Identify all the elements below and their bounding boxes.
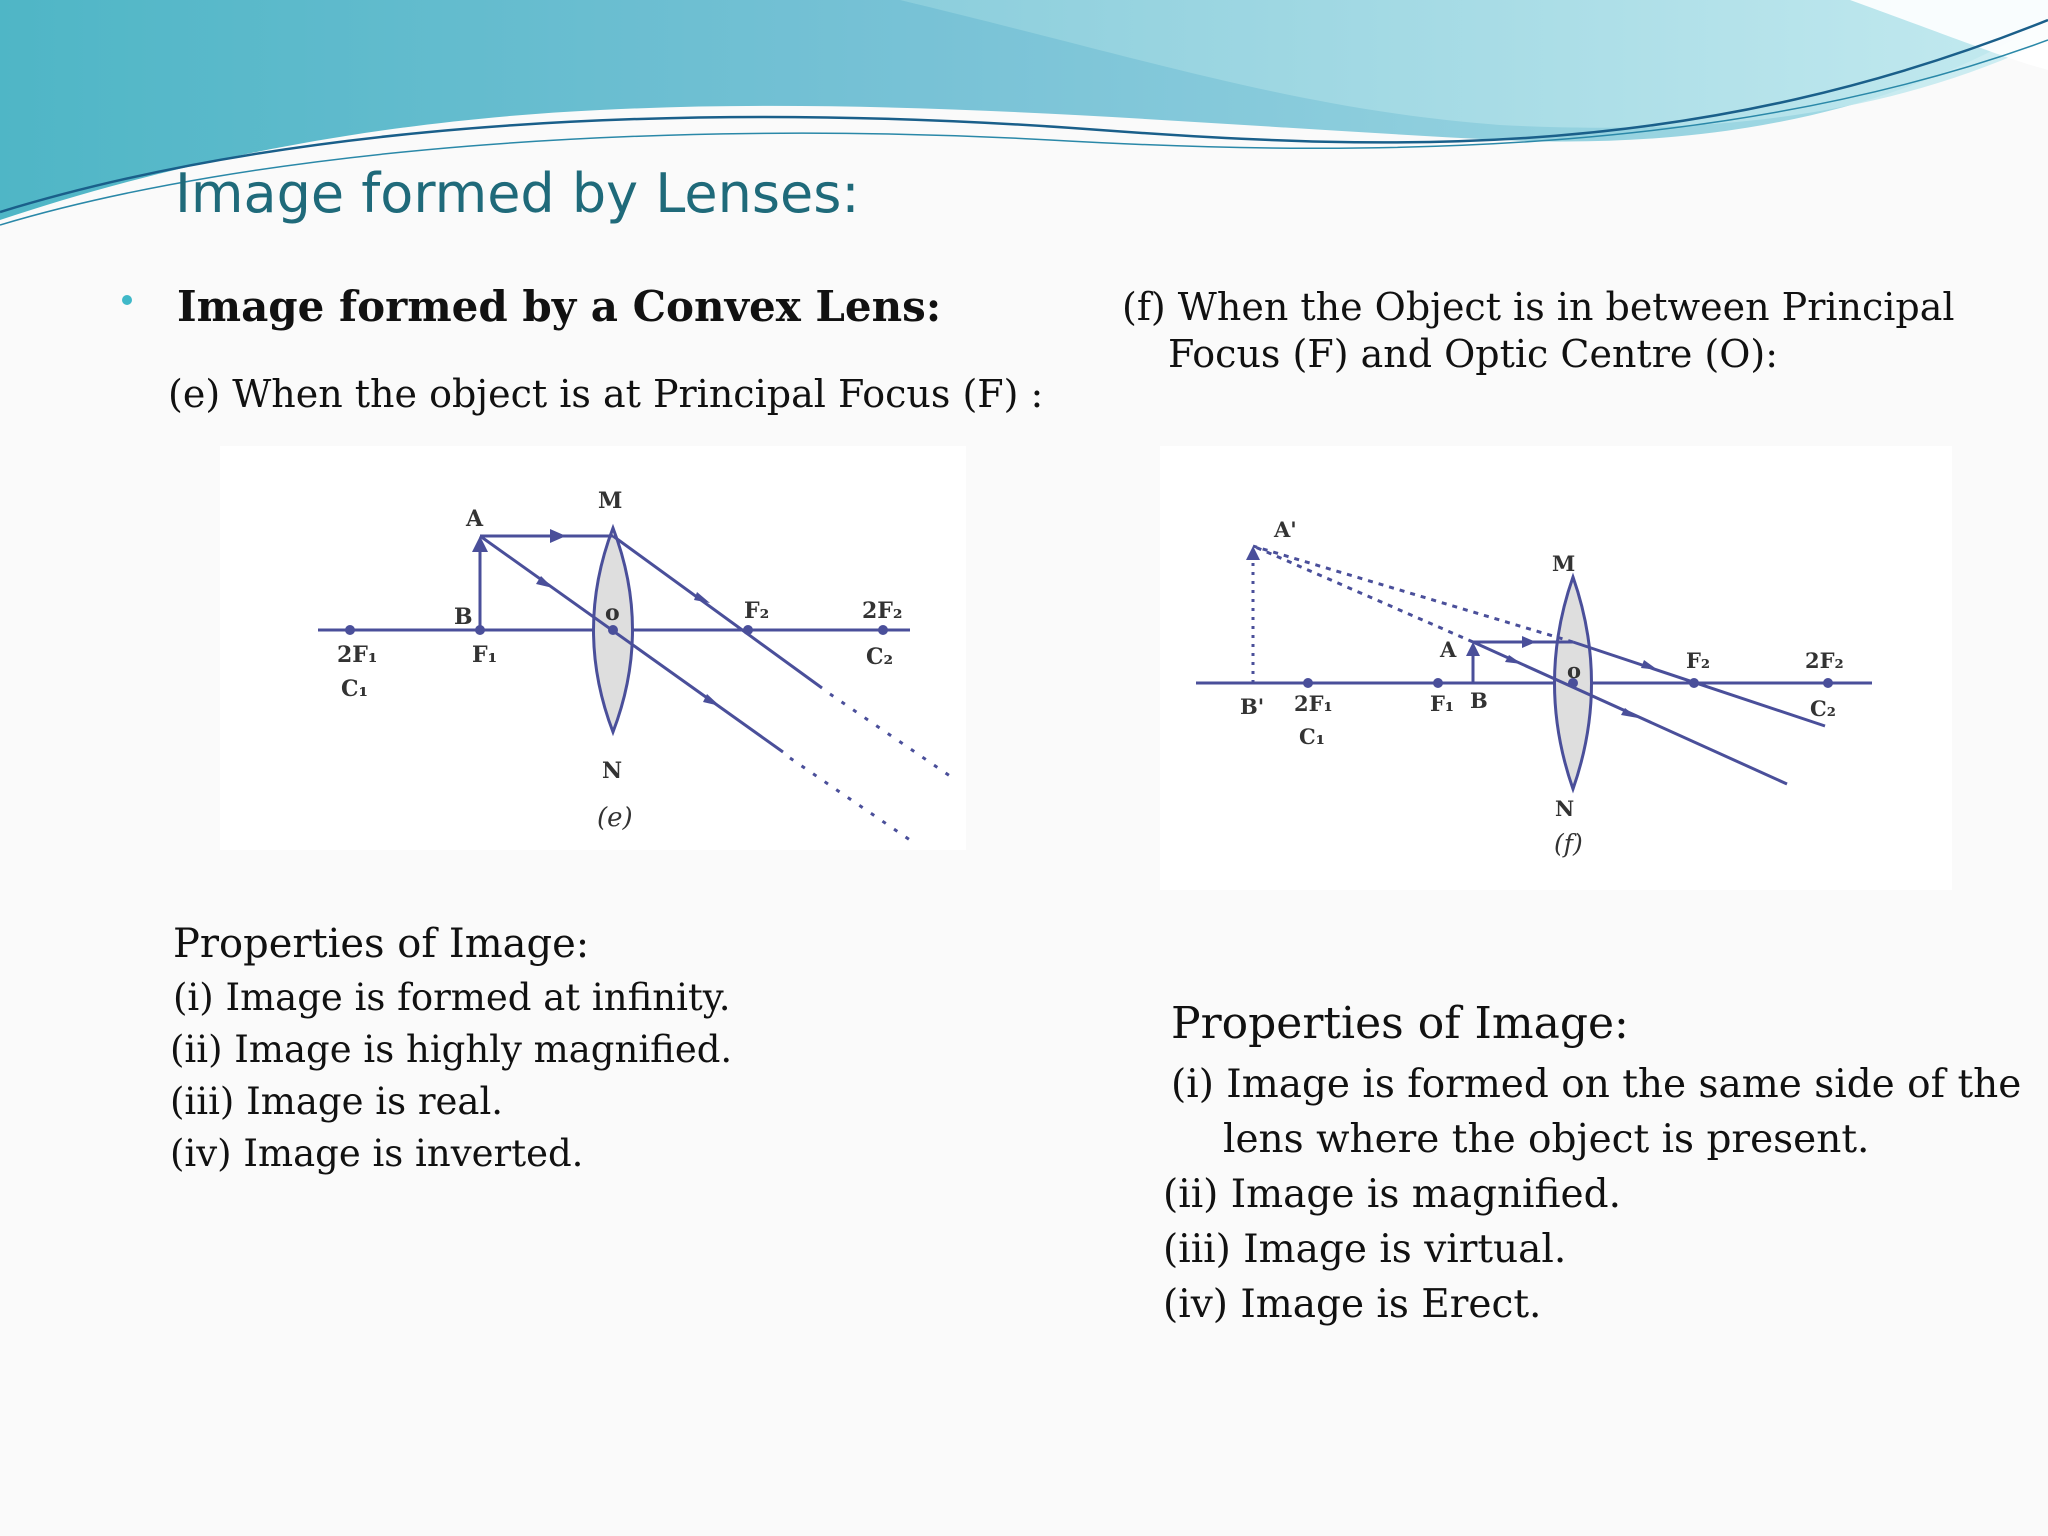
label-f1: F₁: [472, 642, 498, 668]
case-f-heading-line2: Focus (F) and Optic Centre (O):: [1168, 332, 1779, 376]
label-f2: F₂: [744, 598, 770, 624]
diagram-e-caption: (e): [597, 803, 633, 833]
label-n: N: [602, 758, 623, 784]
virtual-ray-extension-2: [1253, 546, 1473, 642]
label-m: M: [598, 488, 623, 514]
case-e-heading: (e) When the object is at Principal Focus (F) :: [168, 372, 1044, 416]
slide-title: Image formed by Lenses:: [175, 162, 860, 225]
label-f1: F₁: [1430, 691, 1455, 716]
point-2f1: [1303, 678, 1313, 688]
label-b: B: [1470, 688, 1488, 713]
label-o: o: [1567, 658, 1582, 683]
label-o: o: [605, 600, 620, 626]
label-c1: C₁: [1299, 724, 1325, 749]
point-f1: [475, 625, 485, 635]
diagram-f-caption: (f): [1554, 829, 1583, 858]
label-n: N: [1555, 796, 1575, 821]
property-item: (iii) Image is real.: [170, 1080, 504, 1123]
property-item-continuation: lens where the object is present.: [1223, 1117, 1870, 1162]
ray-extension-1: [830, 694, 950, 776]
label-b: B: [454, 604, 473, 630]
label-2f1: 2F₁: [1294, 691, 1333, 716]
bullet-icon: [122, 295, 132, 305]
properties-heading: Properties of Image:: [173, 921, 590, 967]
ray-diagram-f: [1160, 446, 1952, 890]
ray-through-centre: [480, 536, 783, 752]
property-item: (i) Image is formed on the same side of the: [1171, 1062, 2022, 1107]
bullet-heading: Image formed by a Convex Lens:: [177, 282, 942, 331]
ray-diagram-e: [220, 446, 966, 850]
property-item: (ii) Image is highly magnified.: [170, 1028, 733, 1071]
label-b-prime: B': [1240, 694, 1265, 719]
case-f-heading-line1: (f) When the Object is in between Principal: [1122, 285, 1955, 329]
point-f1: [1433, 678, 1443, 688]
label-c2: C₂: [866, 644, 894, 670]
property-item: (iv) Image is Erect.: [1163, 1282, 1542, 1327]
ray-extension-2: [790, 758, 910, 840]
label-c1: C₁: [341, 676, 369, 702]
point-f2: [1689, 678, 1699, 688]
property-item: (i) Image is formed at infinity.: [173, 976, 731, 1019]
virtual-ray-extension-1: [1253, 546, 1576, 642]
property-item: (ii) Image is magnified.: [1163, 1172, 1621, 1217]
point-2f2: [878, 625, 888, 635]
case-f-properties: [1163, 996, 2021, 1332]
label-a: A: [466, 506, 484, 532]
property-item: (iv) Image is inverted.: [170, 1132, 584, 1175]
label-f2: F₂: [1686, 648, 1711, 673]
point-o: [608, 625, 618, 635]
label-2f2: 2F₂: [1805, 648, 1844, 673]
case-e-properties: [170, 918, 732, 1180]
ray-refracted: [613, 536, 822, 688]
label-a: A: [1440, 637, 1457, 662]
point-f2: [743, 625, 753, 635]
label-2f1: 2F₁: [337, 642, 378, 668]
properties-heading: Properties of Image:: [1171, 998, 1629, 1049]
label-a-prime: A': [1274, 517, 1297, 542]
label-c2: C₂: [1810, 696, 1836, 721]
case-f-heading: [1122, 284, 1955, 378]
property-item: (iii) Image is virtual.: [1163, 1227, 1567, 1272]
point-2f1: [345, 625, 355, 635]
label-m: M: [1552, 551, 1576, 576]
point-2f2: [1823, 678, 1833, 688]
label-2f2: 2F₂: [862, 598, 903, 624]
